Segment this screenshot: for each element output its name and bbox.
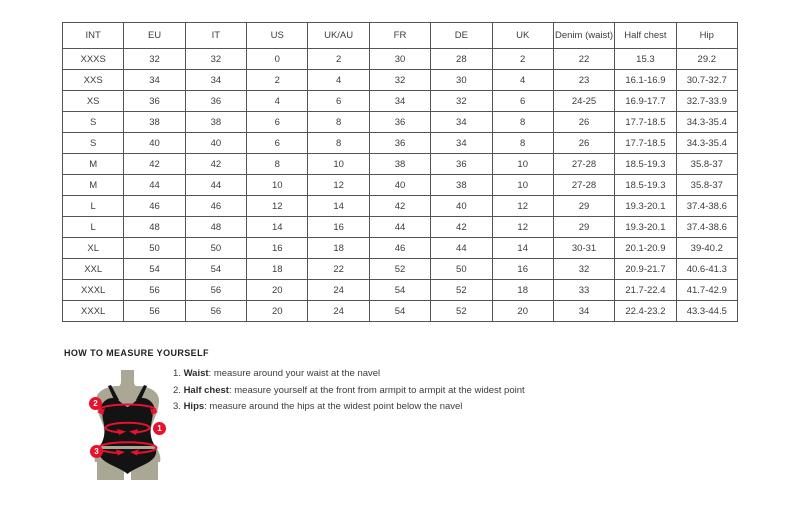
table-cell: 34.3-35.4 xyxy=(676,112,737,133)
table-cell: 46 xyxy=(369,238,430,259)
table-cell: 20.1-20.9 xyxy=(615,238,676,259)
table-cell: 8 xyxy=(247,154,308,175)
step-label: Hips xyxy=(183,401,205,412)
table-cell: 56 xyxy=(185,301,246,322)
table-row xyxy=(63,175,738,196)
column-header: UK xyxy=(492,23,553,49)
step-number: 1. xyxy=(173,368,184,379)
table-cell: 35.8-37 xyxy=(676,175,737,196)
table-row xyxy=(63,259,738,280)
table-row xyxy=(63,91,738,112)
table-cell: 30 xyxy=(369,49,430,70)
table-cell: 32 xyxy=(369,70,430,91)
table-cell: 10 xyxy=(308,154,369,175)
table-cell: 54 xyxy=(124,259,185,280)
table-cell: 8 xyxy=(308,133,369,154)
table-cell: 14 xyxy=(247,217,308,238)
table-cell: 0 xyxy=(247,49,308,70)
table-cell: 10 xyxy=(247,175,308,196)
table-cell: 32 xyxy=(431,91,492,112)
table-cell: 42 xyxy=(124,154,185,175)
step-text: : measure around your waist at the navel xyxy=(208,368,381,379)
table-cell: 24 xyxy=(308,280,369,301)
table-cell: 18 xyxy=(247,259,308,280)
table-cell: 46 xyxy=(185,196,246,217)
table-cell: 6 xyxy=(308,91,369,112)
table-cell: XL xyxy=(63,238,124,259)
table-cell: 24 xyxy=(308,301,369,322)
step-label: Waist xyxy=(183,368,209,379)
table-cell: 36 xyxy=(124,91,185,112)
table-cell: M xyxy=(63,175,124,196)
table-cell: 24-25 xyxy=(553,91,614,112)
table-cell: XXXS xyxy=(63,49,124,70)
table-cell: 34 xyxy=(369,91,430,112)
table-cell: 19.3-20.1 xyxy=(615,217,676,238)
table-cell: 6 xyxy=(247,112,308,133)
table-cell: 32 xyxy=(553,259,614,280)
table-cell: 18 xyxy=(308,238,369,259)
table-cell: 4 xyxy=(247,91,308,112)
column-header: US xyxy=(247,23,308,49)
table-cell: 36 xyxy=(369,133,430,154)
table-cell: 37.4-38.6 xyxy=(676,196,737,217)
table-row xyxy=(63,154,738,175)
table-cell: 38 xyxy=(124,112,185,133)
measure-point-badge-waist: 1 xyxy=(153,422,166,435)
table-cell: 40 xyxy=(431,196,492,217)
table-cell: 50 xyxy=(185,238,246,259)
table-cell: 19.3-20.1 xyxy=(615,196,676,217)
table-cell: 12 xyxy=(492,196,553,217)
column-header: INT xyxy=(63,23,124,49)
table-cell: S xyxy=(63,133,124,154)
table-cell: 36 xyxy=(369,112,430,133)
table-cell: 56 xyxy=(185,280,246,301)
table-cell: 15.3 xyxy=(615,49,676,70)
table-cell: 44 xyxy=(431,238,492,259)
table-cell: 42 xyxy=(369,196,430,217)
measure-step xyxy=(173,369,525,379)
step-text: : measure yourself at the front from armpit to armpit at the widest point xyxy=(228,384,525,396)
table-cell: 14 xyxy=(308,196,369,217)
table-cell: 20 xyxy=(247,280,308,301)
table-cell: 28 xyxy=(431,49,492,70)
table-row xyxy=(63,196,738,217)
table-cell: L xyxy=(63,217,124,238)
table-cell: 6 xyxy=(247,133,308,154)
measure-point-badge-chest: 2 xyxy=(89,397,102,410)
table-cell: 16.1-16.9 xyxy=(615,70,676,91)
table-row xyxy=(63,238,738,259)
table-cell: 17.7-18.5 xyxy=(615,133,676,154)
table-cell: 16 xyxy=(247,238,308,259)
table-cell: 12 xyxy=(492,217,553,238)
table-cell: 52 xyxy=(431,301,492,322)
table-cell: 54 xyxy=(369,301,430,322)
table-row xyxy=(63,112,738,133)
table-cell: 38 xyxy=(185,112,246,133)
table-cell: 40 xyxy=(185,133,246,154)
table-cell: 48 xyxy=(124,217,185,238)
table-cell: 54 xyxy=(185,259,246,280)
table-cell: 18.5-19.3 xyxy=(615,175,676,196)
table-cell: 34.3-35.4 xyxy=(676,133,737,154)
column-header: Hip xyxy=(676,23,737,49)
table-cell: 17.7-18.5 xyxy=(615,112,676,133)
table-cell: 52 xyxy=(369,259,430,280)
table-cell: 26 xyxy=(553,133,614,154)
table-cell: 43.3-44.5 xyxy=(676,301,737,322)
table-header-row xyxy=(63,23,738,49)
table-cell: 4 xyxy=(492,70,553,91)
table-cell: 22.4-23.2 xyxy=(615,301,676,322)
table-cell: 38 xyxy=(431,175,492,196)
table-cell: 27-28 xyxy=(553,154,614,175)
table-row xyxy=(63,301,738,322)
table-cell: 52 xyxy=(431,280,492,301)
table-cell: 27-28 xyxy=(553,175,614,196)
measure-step xyxy=(173,386,525,396)
table-cell: 10 xyxy=(492,175,553,196)
table-row xyxy=(63,280,738,301)
table-cell: 22 xyxy=(308,259,369,280)
table-cell: 48 xyxy=(185,217,246,238)
measure-point-badge-hips: 3 xyxy=(90,445,103,458)
column-header: FR xyxy=(369,23,430,49)
table-cell: 32 xyxy=(185,49,246,70)
table-cell: 44 xyxy=(124,175,185,196)
how-to-measure-title: HOW TO MEASURE YOURSELF xyxy=(64,348,209,358)
table-cell: XXXL xyxy=(63,280,124,301)
table-cell: 54 xyxy=(369,280,430,301)
table-cell: 8 xyxy=(492,112,553,133)
table-cell: 39-40.2 xyxy=(676,238,737,259)
table-cell: 16 xyxy=(308,217,369,238)
table-cell: 6 xyxy=(492,91,553,112)
column-header: Denim (waist) xyxy=(553,23,614,49)
table-cell: 4 xyxy=(308,70,369,91)
measurement-figure xyxy=(75,370,180,482)
table-cell: 18 xyxy=(492,280,553,301)
table-cell: M xyxy=(63,154,124,175)
table-cell: 42 xyxy=(185,154,246,175)
table-cell: 36 xyxy=(185,91,246,112)
measure-step xyxy=(173,402,525,412)
table-row xyxy=(63,70,738,91)
table-cell: XXXL xyxy=(63,301,124,322)
table-cell: 26 xyxy=(553,112,614,133)
table-cell: 2 xyxy=(308,49,369,70)
table-body xyxy=(63,49,738,322)
column-header: DE xyxy=(431,23,492,49)
table-cell: 50 xyxy=(431,259,492,280)
table-cell: 20.9-21.7 xyxy=(615,259,676,280)
table-cell: S xyxy=(63,112,124,133)
table-cell: 30-31 xyxy=(553,238,614,259)
table-row xyxy=(63,49,738,70)
table-cell: 29 xyxy=(553,196,614,217)
table-cell: 8 xyxy=(492,133,553,154)
table-cell: 16.9-17.7 xyxy=(615,91,676,112)
table-cell: 34 xyxy=(431,133,492,154)
table-cell: 2 xyxy=(492,49,553,70)
table-cell: 40.6-41.3 xyxy=(676,259,737,280)
table-cell: 8 xyxy=(308,112,369,133)
step-number: 2. xyxy=(173,384,184,396)
table-cell: 14 xyxy=(492,238,553,259)
table-cell: 12 xyxy=(247,196,308,217)
table-cell: XXS xyxy=(63,70,124,91)
table-cell: XXL xyxy=(63,259,124,280)
table-cell: 32.7-33.9 xyxy=(676,91,737,112)
table-cell: 37.4-38.6 xyxy=(676,217,737,238)
table-cell: 35.8-37 xyxy=(676,154,737,175)
table-cell: 50 xyxy=(124,238,185,259)
step-text: : measure around the hips at the widest point below the navel xyxy=(204,401,463,412)
column-header: Half chest xyxy=(615,23,676,49)
size-chart-table xyxy=(62,22,738,322)
table-cell: 30.7-32.7 xyxy=(676,70,737,91)
table-cell: 2 xyxy=(247,70,308,91)
table-row xyxy=(63,133,738,154)
table-cell: 46 xyxy=(124,196,185,217)
step-label: Half chest xyxy=(183,384,229,396)
table-cell: XS xyxy=(63,91,124,112)
table-cell: 44 xyxy=(369,217,430,238)
table-cell: 23 xyxy=(553,70,614,91)
table-cell: 22 xyxy=(553,49,614,70)
table-cell: 34 xyxy=(124,70,185,91)
table-cell: 56 xyxy=(124,301,185,322)
table-cell: 40 xyxy=(124,133,185,154)
table-cell: 34 xyxy=(553,301,614,322)
table-cell: 29.2 xyxy=(676,49,737,70)
table-cell: 18.5-19.3 xyxy=(615,154,676,175)
step-number: 3. xyxy=(173,401,184,412)
table-cell: 33 xyxy=(553,280,614,301)
table-cell: 12 xyxy=(308,175,369,196)
table-cell: L xyxy=(63,196,124,217)
table-cell: 38 xyxy=(369,154,430,175)
table-cell: 34 xyxy=(185,70,246,91)
table-cell: 32 xyxy=(124,49,185,70)
table-cell: 20 xyxy=(492,301,553,322)
table-cell: 21.7-22.4 xyxy=(615,280,676,301)
table-row xyxy=(63,217,738,238)
table-cell: 20 xyxy=(247,301,308,322)
column-header: IT xyxy=(185,23,246,49)
table-cell: 29 xyxy=(553,217,614,238)
table-cell: 36 xyxy=(431,154,492,175)
table-cell: 40 xyxy=(369,175,430,196)
table-cell: 10 xyxy=(492,154,553,175)
table-cell: 16 xyxy=(492,259,553,280)
column-header: EU xyxy=(124,23,185,49)
table-cell: 41.7-42.9 xyxy=(676,280,737,301)
column-header: UK/AU xyxy=(308,23,369,49)
table-cell: 34 xyxy=(431,112,492,133)
table-cell: 30 xyxy=(431,70,492,91)
table-cell: 42 xyxy=(431,217,492,238)
table-cell: 44 xyxy=(185,175,246,196)
measure-steps-list xyxy=(173,369,525,419)
table-cell: 56 xyxy=(124,280,185,301)
